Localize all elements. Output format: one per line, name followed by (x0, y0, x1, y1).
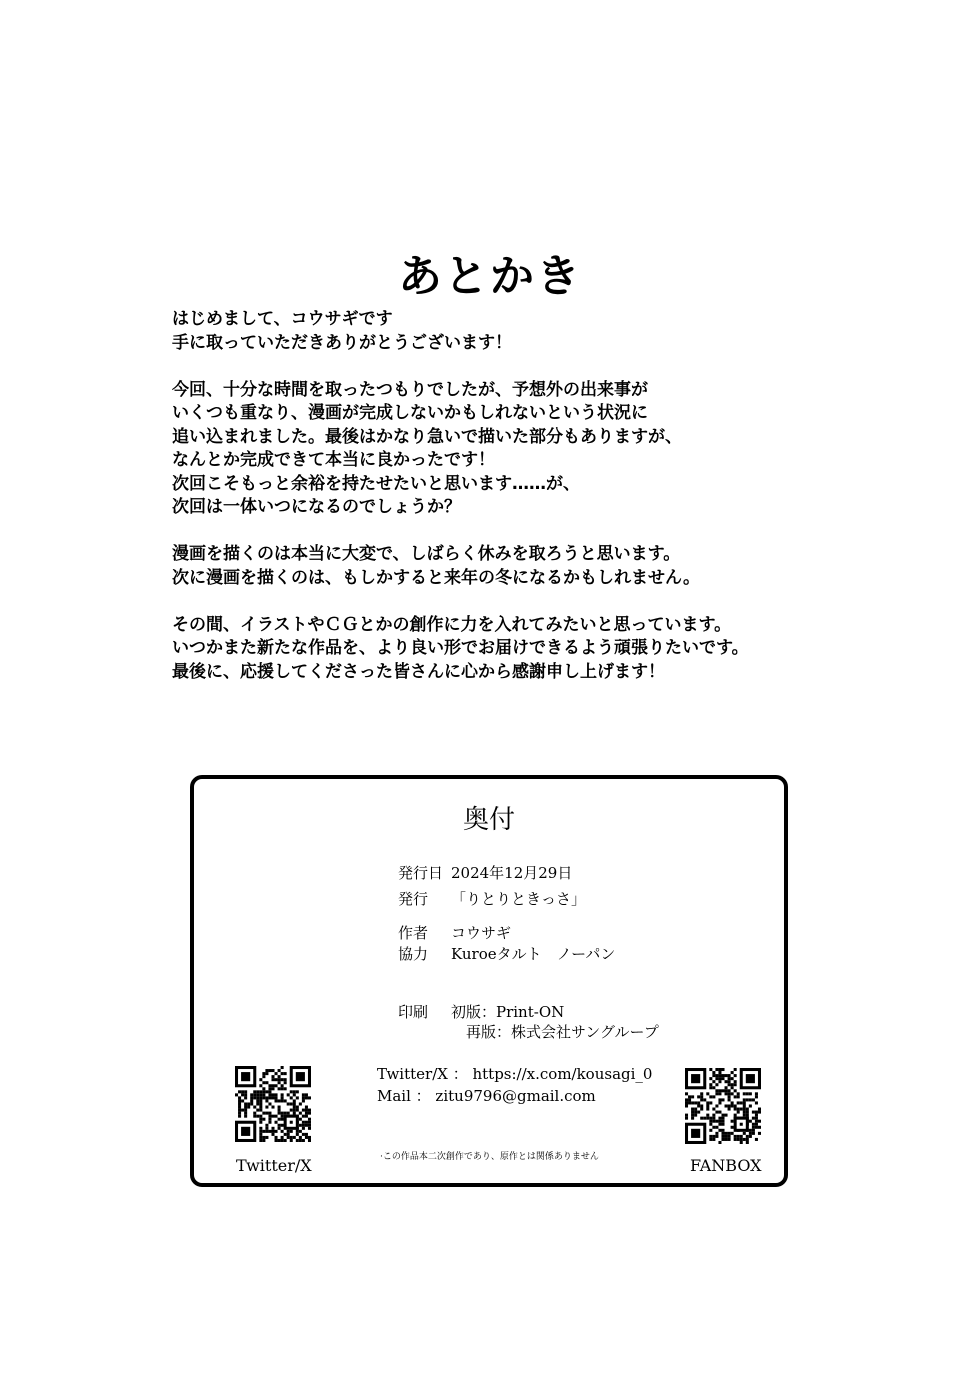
fanbox-qr-label: FANBOX (690, 1156, 762, 1175)
issue-date-label: 発行日 (398, 864, 444, 882)
afterword-line: はじめまして、コウサギです (172, 309, 393, 329)
afterword-body (172, 308, 892, 684)
afterword-line: 次回は一体いつになるのでしょうか？ (172, 497, 461, 517)
afterword-line: いつかまた新たな作品を、より良い形でお届けできるよう頑張りたいです。 (172, 638, 749, 658)
twitter-qr-code[interactable] (235, 1066, 311, 1142)
afterword-line: その間、イラストやＣＧとかの創作に力を入れてみたいと思っています。 (172, 614, 732, 635)
cooperation-value: Kuroeタルト ノーパン (451, 945, 616, 963)
afterword-line: 次に漫画を描くのは、もしかすると来年の冬になるかもしれません。 (172, 567, 701, 588)
issue-date-value: 2024年12月29日 (451, 864, 573, 882)
afterword-line: 今回、十分な時間を取ったつもりでしたが、予想外の出来事が (172, 379, 648, 400)
paragraph-gap (172, 520, 892, 544)
paragraph-gap (172, 355, 892, 379)
twitter-link[interactable]: Twitter/X ： https://x.com/kousagi_0 (377, 1065, 653, 1083)
cooperation-row (398, 943, 615, 964)
afterword-title: あとかき (398, 251, 582, 302)
mail-link[interactable]: Mail ： zitu9796@gmail.com (377, 1087, 596, 1105)
printing-row (398, 1001, 564, 1022)
author-label: 作者 (398, 924, 429, 942)
author-value: コウサギ (451, 924, 512, 942)
paragraph-gap (172, 590, 892, 614)
afterword-line: 次回こそもっと余裕を持たせたいと思います……が、 (172, 473, 580, 494)
afterword-line: いくつも重なり、漫画が完成しないかもしれないという状況に (172, 403, 648, 423)
twitter-qr-label: Twitter/X (236, 1156, 312, 1175)
afterword-line: 手に取っていただきありがとうございます！ (172, 332, 512, 353)
issue-date-row (398, 862, 572, 883)
author-row (398, 922, 511, 943)
afterword-line: 最後に、応援してくださった皆さんに心から感謝申し上げます！ (172, 661, 665, 682)
fanbox-qr-code[interactable] (685, 1068, 761, 1144)
publisher-value: 「りとりときっさ」 (451, 890, 587, 908)
afterword-line: 漫画を描くのは本当に大変で、しばらく休みを取ろうと思います。 (172, 544, 681, 564)
disclaimer-note: ·この作品本二次創作であり、原作とは関係ありません (380, 1152, 599, 1162)
publisher-row (398, 888, 586, 909)
afterword-line: 追い込まれました。最後はかなり急いで描いた部分もありますが、 (172, 426, 682, 447)
colophon-box (190, 775, 788, 1187)
printing-first: 初版：Print-ON (451, 1003, 565, 1021)
printing-label: 印刷 (398, 1003, 429, 1021)
publisher-label: 発行 (398, 890, 429, 908)
afterword-line: なんとか完成できて本当に良かったです！ (172, 450, 495, 470)
cooperation-label: 協力 (398, 945, 429, 963)
colophon-title: 奥付 (462, 805, 515, 835)
printing-second: 再版：株式会社サングループ (466, 1023, 659, 1041)
